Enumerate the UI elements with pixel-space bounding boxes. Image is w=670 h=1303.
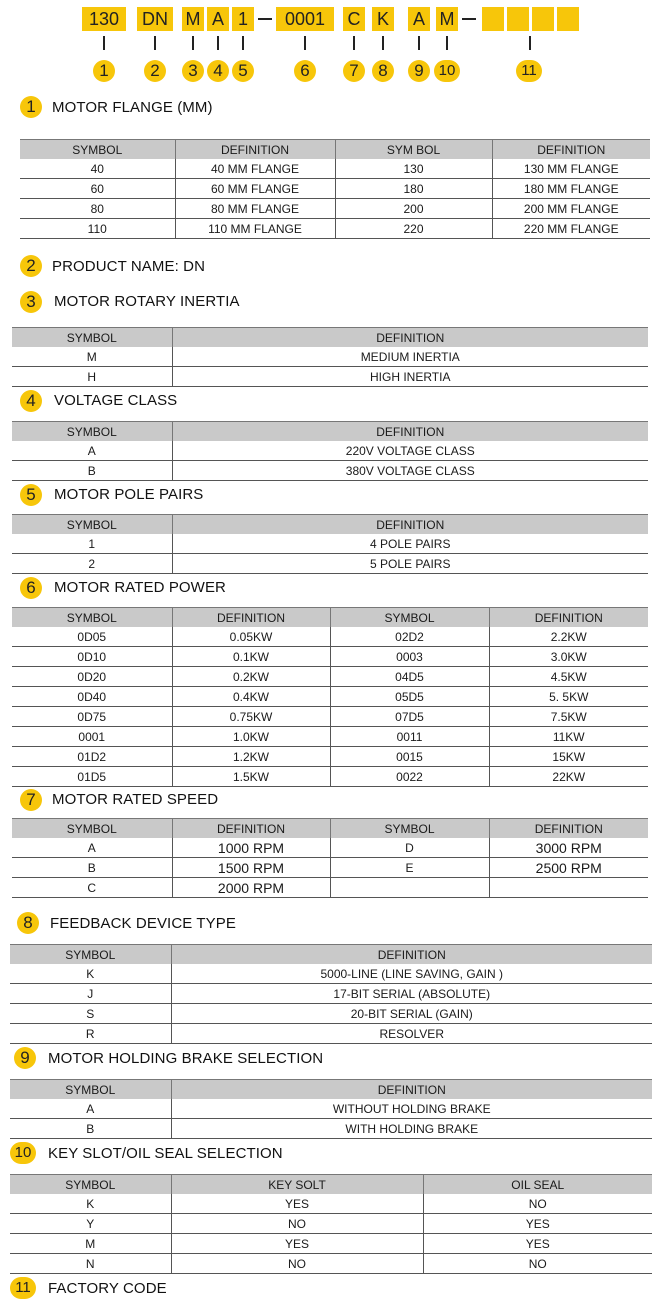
column-header: SYMBOL — [12, 515, 172, 535]
column-header: SYMBOL — [330, 819, 489, 839]
table-cell: 130 MM FLANGE — [492, 159, 650, 179]
table-cell: YES — [423, 1234, 652, 1254]
section-4-title: VOLTAGE CLASS — [54, 392, 178, 409]
table-row — [10, 1119, 652, 1139]
section-2-badge: 2 — [20, 255, 42, 277]
table-cell: 15KW — [489, 747, 648, 767]
table-cell: 22KW — [489, 767, 648, 787]
section-7-title: MOTOR RATED SPEED — [52, 791, 219, 808]
table-cell: NO — [423, 1254, 652, 1274]
code-dash — [258, 18, 272, 20]
section-3-title: MOTOR ROTARY INERTIA — [54, 293, 240, 310]
table-row — [10, 1234, 652, 1254]
section-8-badge: 8 — [17, 912, 39, 934]
table-header-row — [12, 819, 648, 839]
table-cell: 3000 RPM — [489, 838, 648, 858]
section-2-title: PRODUCT NAME: DN — [52, 258, 205, 275]
code-number-8: 8 — [372, 60, 394, 82]
code-number-2: 2 — [144, 60, 166, 82]
table-cell: NO — [171, 1214, 423, 1234]
code-tick — [192, 36, 194, 50]
table-cell: 0D40 — [12, 687, 172, 707]
column-header: KEY SOLT — [171, 1175, 423, 1195]
table-cell: 0.05KW — [172, 627, 330, 647]
section-9-badge: 9 — [14, 1047, 36, 1069]
table-cell: 20-BIT SERIAL (GAIN) — [171, 1004, 652, 1024]
code-tick — [103, 36, 105, 50]
table-cell: D — [330, 838, 489, 858]
table-cell: 0003 — [330, 647, 489, 667]
table-header-row — [12, 515, 648, 535]
table-cell: 5. 5KW — [489, 687, 648, 707]
table-cell: K — [10, 964, 171, 984]
table-cell: 60 — [20, 179, 175, 199]
column-header: OIL SEAL — [423, 1175, 652, 1195]
code-tick — [382, 36, 384, 50]
column-header: DEFINITION — [489, 608, 648, 628]
section-11-title: FACTORY CODE — [48, 1280, 167, 1297]
table-row — [12, 747, 648, 767]
motor-flange-table — [20, 139, 650, 239]
table-cell: 40 MM FLANGE — [175, 159, 335, 179]
table-header-row — [10, 1080, 652, 1100]
column-header: DEFINITION — [489, 819, 648, 839]
code-number-6: 6 — [294, 60, 316, 82]
table-row — [12, 767, 648, 787]
table-row — [12, 554, 648, 574]
column-header: SYMBOL — [12, 608, 172, 628]
table-cell: A — [12, 441, 172, 461]
column-header: SYMBOL — [10, 1080, 171, 1100]
table-cell: 7.5KW — [489, 707, 648, 727]
column-header: DEFINITION — [172, 608, 330, 628]
table-row — [10, 964, 652, 984]
table-row — [12, 461, 648, 481]
table-cell: YES — [171, 1194, 423, 1214]
rated-power-table — [12, 607, 648, 787]
code-segment-factory-3 — [532, 7, 554, 31]
column-header: SYMBOL — [12, 328, 172, 348]
table-cell: 110 MM FLANGE — [175, 219, 335, 239]
column-header: DEFINITION — [492, 140, 650, 160]
column-header: SYMBOL — [20, 140, 175, 160]
column-header: SYMBOL — [10, 1175, 171, 1195]
table-cell: 180 — [335, 179, 492, 199]
table-row — [20, 179, 650, 199]
table-cell: 130 — [335, 159, 492, 179]
code-tick — [242, 36, 244, 50]
table-row — [12, 534, 648, 554]
table-cell: B — [12, 461, 172, 481]
table-row — [20, 159, 650, 179]
section-11-badge: 11 — [10, 1277, 36, 1299]
code-tick — [529, 36, 531, 50]
table-cell: 1.0KW — [172, 727, 330, 747]
table-row — [10, 984, 652, 1004]
table-cell: 11KW — [489, 727, 648, 747]
table-row — [12, 627, 648, 647]
table-header-row — [12, 328, 648, 348]
table-cell: 2000 RPM — [172, 878, 330, 898]
code-segment-flange: 130 — [82, 7, 126, 31]
code-number-5: 5 — [232, 60, 254, 82]
code-number-4: 4 — [207, 60, 229, 82]
table-cell: M — [10, 1234, 171, 1254]
code-number-11: 11 — [516, 60, 542, 82]
table-cell: 2.2KW — [489, 627, 648, 647]
table-cell: 0.75KW — [172, 707, 330, 727]
table-cell: 0.4KW — [172, 687, 330, 707]
table-cell: 01D2 — [12, 747, 172, 767]
section-5-badge: 5 — [20, 484, 42, 506]
table-cell: 0D05 — [12, 627, 172, 647]
table-cell: 3.0KW — [489, 647, 648, 667]
table-cell: S — [10, 1004, 171, 1024]
table-row — [10, 1099, 652, 1119]
table-row — [12, 878, 648, 898]
table-row — [12, 667, 648, 687]
table-cell: M — [12, 347, 172, 367]
table-cell: 4 POLE PAIRS — [172, 534, 648, 554]
table-cell: 180 MM FLANGE — [492, 179, 650, 199]
column-header: DEFINITION — [172, 422, 648, 442]
column-header: SYM BOL — [335, 140, 492, 160]
table-row — [12, 347, 648, 367]
table-cell: 80 — [20, 199, 175, 219]
table-header-row — [10, 1175, 652, 1195]
table-cell: B — [12, 858, 172, 878]
table-cell: 04D5 — [330, 667, 489, 687]
section-7-badge: 7 — [20, 789, 42, 811]
table-cell: N — [10, 1254, 171, 1274]
table-cell: 4.5KW — [489, 667, 648, 687]
table-cell: K — [10, 1194, 171, 1214]
column-header: DEFINITION — [172, 819, 330, 839]
column-header: SYMBOL — [330, 608, 489, 628]
table-cell: 2 — [12, 554, 172, 574]
table-cell: J — [10, 984, 171, 1004]
table-row — [12, 727, 648, 747]
table-cell: 1 — [12, 534, 172, 554]
code-tick — [304, 36, 306, 50]
code-segment-factory-4 — [557, 7, 579, 31]
code-tick — [418, 36, 420, 50]
table-cell: H — [12, 367, 172, 387]
section-10-title: KEY SLOT/OIL SEAL SELECTION — [48, 1145, 283, 1162]
code-segment-brake: A — [408, 7, 430, 31]
table-cell: 0D10 — [12, 647, 172, 667]
table-cell: 1.2KW — [172, 747, 330, 767]
table-cell: 200 MM FLANGE — [492, 199, 650, 219]
code-segment-factory-1 — [482, 7, 504, 31]
code-segment-voltage: A — [207, 7, 229, 31]
table-cell: WITHOUT HOLDING BRAKE — [171, 1099, 652, 1119]
code-number-3: 3 — [182, 60, 204, 82]
table-header-row — [12, 608, 648, 628]
table-cell: 220V VOLTAGE CLASS — [172, 441, 648, 461]
table-cell: 0022 — [330, 767, 489, 787]
table-cell: E — [330, 858, 489, 878]
table-cell: NO — [171, 1254, 423, 1274]
table-cell: 2500 RPM — [489, 858, 648, 878]
table-cell — [489, 878, 648, 898]
section-4-badge: 4 — [20, 390, 42, 412]
column-header: SYMBOL — [12, 422, 172, 442]
table-cell: 05D5 — [330, 687, 489, 707]
column-header: DEFINITION — [172, 515, 648, 535]
column-header: DEFINITION — [171, 1080, 652, 1100]
code-segment-pole-pairs: 1 — [232, 7, 254, 31]
table-cell: YES — [423, 1214, 652, 1234]
voltage-class-table — [12, 421, 648, 481]
code-segment-product: DN — [137, 7, 173, 31]
table-cell: RESOLVER — [171, 1024, 652, 1044]
table-row — [10, 1194, 652, 1214]
section-1-title: MOTOR FLANGE (MM) — [52, 99, 213, 116]
table-row — [20, 219, 650, 239]
column-header: DEFINITION — [171, 945, 652, 965]
feedback-device-table — [10, 944, 652, 1044]
table-row — [12, 687, 648, 707]
table-row — [10, 1024, 652, 1044]
table-cell: A — [10, 1099, 171, 1119]
table-row — [12, 707, 648, 727]
table-cell: 0011 — [330, 727, 489, 747]
table-cell: 200 — [335, 199, 492, 219]
table-cell: C — [12, 878, 172, 898]
table-row — [12, 367, 648, 387]
table-cell: HIGH INERTIA — [172, 367, 648, 387]
table-row — [12, 838, 648, 858]
code-segment-inertia: M — [182, 7, 204, 31]
table-row — [10, 1214, 652, 1234]
code-tick — [217, 36, 219, 50]
column-header: SYMBOL — [12, 819, 172, 839]
code-segment-keyslot: M — [436, 7, 458, 31]
table-cell: 40 — [20, 159, 175, 179]
table-cell: R — [10, 1024, 171, 1044]
section-5-title: MOTOR POLE PAIRS — [54, 486, 204, 503]
table-cell — [330, 878, 489, 898]
table-row — [12, 441, 648, 461]
table-cell: YES — [171, 1234, 423, 1254]
table-row — [10, 1254, 652, 1274]
table-row — [12, 858, 648, 878]
table-cell: 0001 — [12, 727, 172, 747]
table-header-row — [12, 422, 648, 442]
table-cell: NO — [423, 1194, 652, 1214]
table-cell: MEDIUM INERTIA — [172, 347, 648, 367]
rotary-inertia-table — [12, 327, 648, 387]
code-segment-factory-2 — [507, 7, 529, 31]
column-header: DEFINITION — [172, 328, 648, 348]
code-tick — [154, 36, 156, 50]
table-cell: Y — [10, 1214, 171, 1234]
code-tick — [353, 36, 355, 50]
table-row — [12, 647, 648, 667]
pole-pairs-table — [12, 514, 648, 574]
table-cell: 220 MM FLANGE — [492, 219, 650, 239]
table-cell: 60 MM FLANGE — [175, 179, 335, 199]
table-cell: 0D20 — [12, 667, 172, 687]
table-cell: 1500 RPM — [172, 858, 330, 878]
table-cell: 1.5KW — [172, 767, 330, 787]
table-cell: 80 MM FLANGE — [175, 199, 335, 219]
table-cell: 110 — [20, 219, 175, 239]
column-header: SYMBOL — [10, 945, 171, 965]
table-cell: 01D5 — [12, 767, 172, 787]
table-header-row — [10, 945, 652, 965]
code-segment-speed: C — [343, 7, 365, 31]
code-number-1: 1 — [93, 60, 115, 82]
column-header: DEFINITION — [175, 140, 335, 160]
code-segment-power: 0001 — [276, 7, 334, 31]
table-cell: 1000 RPM — [172, 838, 330, 858]
table-cell: WITH HOLDING BRAKE — [171, 1119, 652, 1139]
code-number-7: 7 — [343, 60, 365, 82]
rated-speed-table — [12, 818, 648, 898]
section-9-title: MOTOR HOLDING BRAKE SELECTION — [48, 1050, 324, 1067]
table-cell: 220 — [335, 219, 492, 239]
table-cell: B — [10, 1119, 171, 1139]
code-number-9: 9 — [408, 60, 430, 82]
section-1-badge: 1 — [20, 96, 42, 118]
keyslot-oilseal-table — [10, 1174, 652, 1274]
table-cell: 380V VOLTAGE CLASS — [172, 461, 648, 481]
table-cell: 5 POLE PAIRS — [172, 554, 648, 574]
section-3-badge: 3 — [20, 291, 42, 313]
table-cell: A — [12, 838, 172, 858]
table-cell: 5000-LINE (LINE SAVING, GAIN ) — [171, 964, 652, 984]
table-cell: 0.1KW — [172, 647, 330, 667]
table-cell: 17-BIT SERIAL (ABSOLUTE) — [171, 984, 652, 1004]
code-dash — [462, 18, 476, 20]
holding-brake-table — [10, 1079, 652, 1139]
code-tick — [446, 36, 448, 50]
code-number-10: 10 — [434, 60, 460, 82]
table-cell: 0D75 — [12, 707, 172, 727]
table-cell: 0015 — [330, 747, 489, 767]
table-row — [10, 1004, 652, 1024]
table-header-row — [20, 140, 650, 160]
section-8-title: FEEDBACK DEVICE TYPE — [50, 915, 236, 932]
section-6-badge: 6 — [20, 577, 42, 599]
table-cell: 02D2 — [330, 627, 489, 647]
code-segment-feedback: K — [372, 7, 394, 31]
section-10-badge: 10 — [10, 1142, 36, 1164]
section-6-title: MOTOR RATED POWER — [54, 579, 226, 596]
table-cell: 0.2KW — [172, 667, 330, 687]
table-row — [20, 199, 650, 219]
table-cell: 07D5 — [330, 707, 489, 727]
